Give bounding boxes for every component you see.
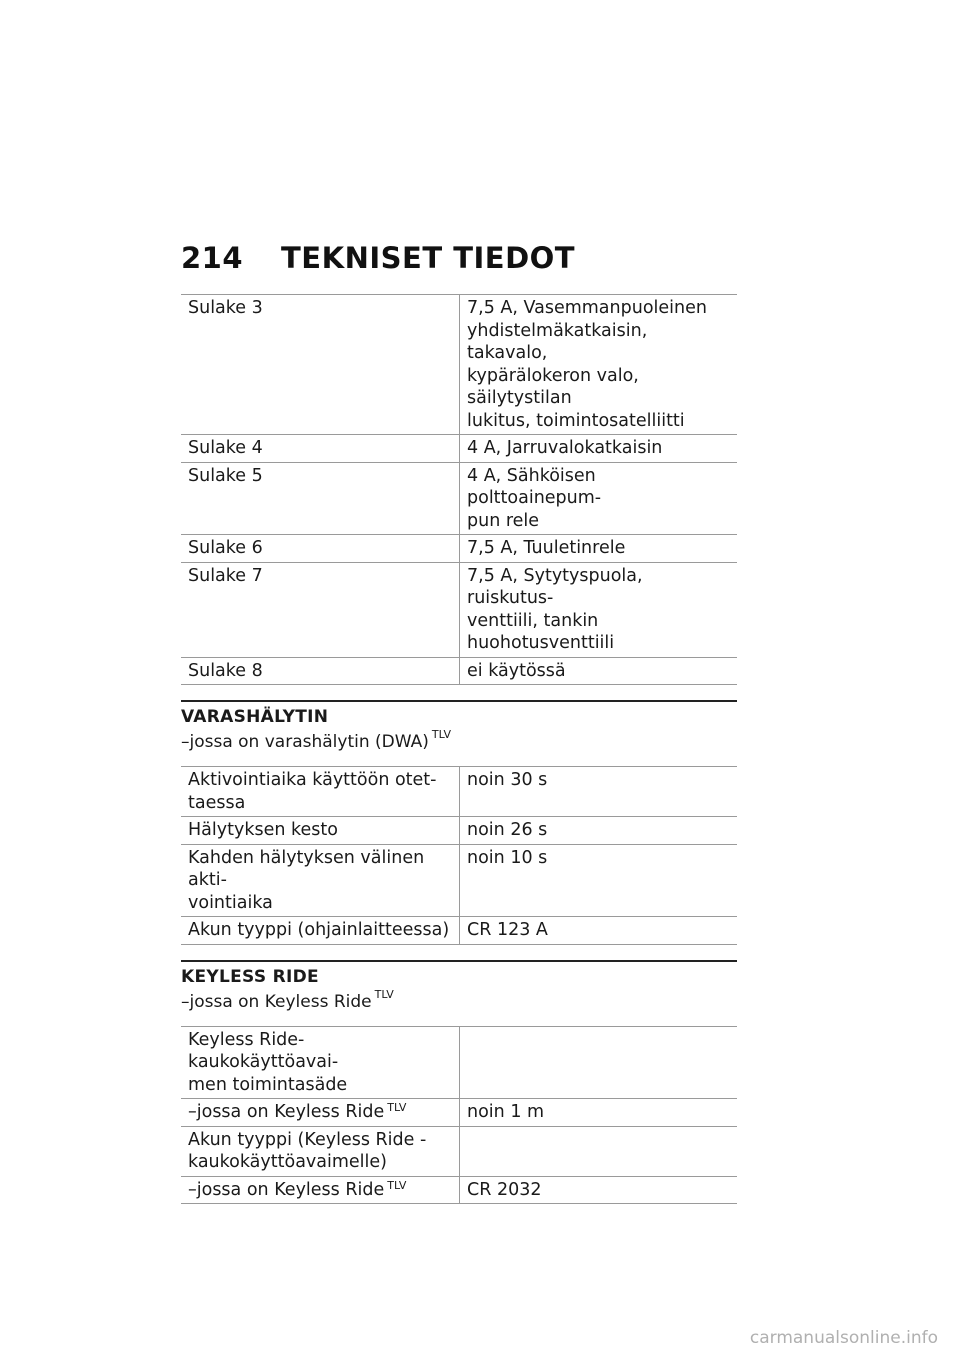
page-title: TEKNISET TIEDOT: [281, 241, 576, 275]
row-value-cell: [460, 1026, 738, 1099]
row-label-cell: [181, 844, 460, 917]
row-value-cell: [460, 817, 738, 845]
page-content: [181, 294, 737, 1204]
table-row: [181, 1126, 737, 1176]
row-label: Sulake 8: [188, 660, 263, 681]
row-value-cell: [460, 1126, 738, 1176]
keyless-note-text: –jossa on Keyless Ride: [181, 991, 372, 1012]
table-row: [181, 435, 737, 463]
row-label-cell: [181, 462, 460, 535]
row-value: CR 123 A: [467, 920, 548, 940]
row-value: noin 30 s: [467, 770, 548, 790]
row-value-cell: [460, 562, 738, 657]
table-row: [181, 817, 737, 845]
keyless-section-title: KEYLESS RIDE: [181, 966, 319, 987]
table-row: [181, 1099, 737, 1127]
row-label-cell: [181, 1026, 460, 1099]
table-row: [181, 535, 737, 563]
alarm-note-text: –jossa on varashälytin (DWA): [181, 732, 429, 752]
page-number: 214: [181, 241, 244, 275]
section-divider: [181, 960, 737, 962]
row-value: 7,5 A, Tuuletinrele: [467, 538, 626, 558]
watermark-footer: carmanualsonline.info: [749, 1328, 938, 1348]
row-label: Sulake 5: [188, 465, 263, 486]
row-label: Akun tyyppi (Keyless Ride - kaukokäyttöavaimelle): [188, 1129, 427, 1172]
table-row: [181, 1176, 737, 1204]
row-label-sup: TLV: [387, 1178, 407, 1192]
row-value: ei käytössä: [467, 660, 566, 681]
row-value: 4 A, Sähköisen polttoainepum- pun rele: [467, 465, 602, 531]
table-row: [181, 1026, 737, 1099]
row-label: Sulake 7: [188, 565, 263, 586]
row-label-cell: [181, 767, 460, 817]
row-value: 4 A, Jarruvalokatkaisin: [467, 438, 663, 458]
table-row: [181, 767, 737, 817]
row-label-cell: [181, 1126, 460, 1176]
row-label-cell: [181, 1176, 460, 1204]
row-label: Akun tyyppi (ohjainlaitteessa): [188, 920, 450, 940]
row-label: –jossa on Keyless Ride: [188, 1102, 385, 1122]
row-value-cell: [460, 295, 738, 435]
row-label-sup: TLV: [387, 1101, 407, 1114]
page-header: [181, 241, 575, 275]
row-label-cell: [181, 817, 460, 845]
table-row: [181, 657, 737, 685]
table-row: [181, 462, 737, 535]
row-label: Hälytyksen kesto: [188, 820, 338, 840]
keyless-table: [181, 1026, 737, 1205]
row-label: –jossa on Keyless Ride: [188, 1179, 385, 1200]
row-label-cell: [181, 1099, 460, 1127]
keyless-section-note: [181, 987, 737, 1012]
row-value-cell: [460, 1176, 738, 1204]
section-divider: [181, 700, 737, 702]
table-row: [181, 917, 737, 945]
row-value-cell: [460, 1099, 738, 1127]
row-label-cell: [181, 562, 460, 657]
table-row: [181, 844, 737, 917]
row-label-cell: [181, 295, 460, 435]
row-label: Kahden hälytyksen välinen akti- vointiaika: [188, 847, 425, 913]
row-value-cell: [460, 767, 738, 817]
row-label: Aktivointiaika käyttöön otet- taessa: [188, 770, 437, 813]
row-value-cell: [460, 535, 738, 563]
row-label: Sulake 3: [188, 298, 263, 318]
fuse-table: [181, 294, 737, 685]
table-row: [181, 562, 737, 657]
row-label: Sulake 4: [188, 438, 263, 458]
row-label-cell: [181, 535, 460, 563]
row-label-cell: [181, 917, 460, 945]
keyless-note-sup: TLV: [374, 987, 394, 1001]
alarm-note-sup: TLV: [431, 728, 452, 741]
row-value: 7,5 A, Sytytyspuola, ruiskutus- venttiili, tankin huohotusventtiili: [467, 565, 643, 653]
row-label-cell: [181, 435, 460, 463]
row-value: noin 1 m: [467, 1102, 545, 1122]
row-value-cell: [460, 917, 738, 945]
table-row: [181, 295, 737, 435]
row-label: Keyless Ride-kaukokäyttöavai- men toimintasäde: [188, 1029, 348, 1095]
row-label: Sulake 6: [188, 538, 263, 558]
row-value-cell: [460, 844, 738, 917]
row-value-cell: [460, 435, 738, 463]
row-value: noin 10 s: [467, 847, 548, 868]
alarm-table: [181, 766, 737, 945]
row-value: noin 26 s: [467, 820, 548, 840]
alarm-section-note: [181, 728, 737, 752]
alarm-section-title: VARASHÄLYTIN: [181, 707, 329, 727]
row-value-cell: [460, 657, 738, 685]
row-value-cell: [460, 462, 738, 535]
row-value: CR 2032: [467, 1179, 542, 1200]
row-label-cell: [181, 657, 460, 685]
row-value: 7,5 A, Vasemmanpuoleinen yhdistelmäkatkaisin, takavalo, kypärälokeron valo, säilytystilan lukitus, toimintosatelliitti: [467, 298, 707, 431]
